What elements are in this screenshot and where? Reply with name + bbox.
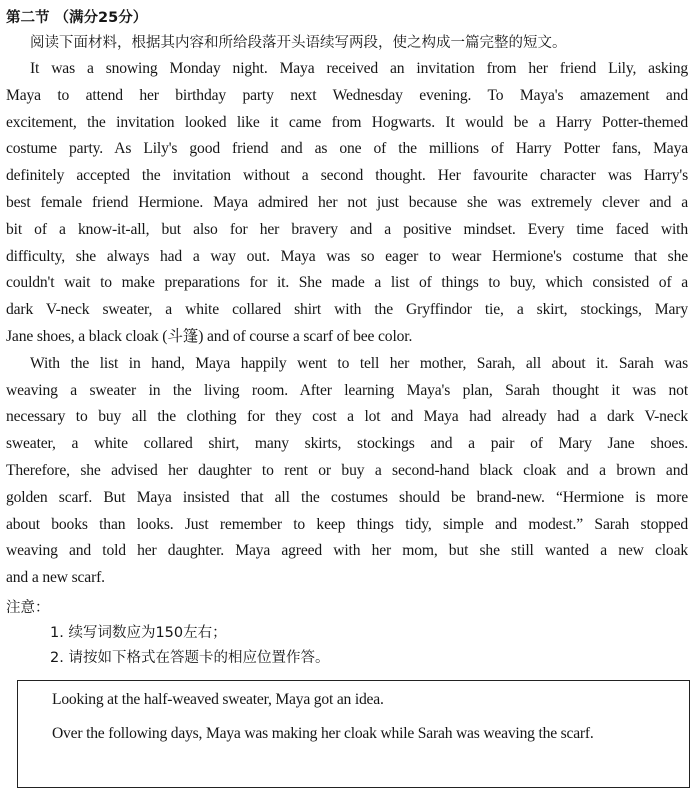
passage-line: golden scarf. But Maya insisted that all the costumes should be brand-new. “Hermione is more <box>6 488 688 506</box>
passage-line: definitely accepted the invitation without a second thought. Her favourite character was Harry's <box>6 167 688 185</box>
passage-line: bit of a know-it-all, but also for her bravery and a positive mindset. Every time faced with <box>6 220 688 238</box>
passage-line: dark V-neck sweater, a white collared shirt with the Gryffindor tie, a skirt, stockings, Mary <box>6 301 688 319</box>
passage-line: about books than looks. Just remember to keep things tidy, simple and modest.” Sarah stopped <box>6 515 688 533</box>
passage-line: weaving a sweater in the living room. After learning Maya's plan, Sarah thought it was not <box>6 381 688 399</box>
passage-line: sweater, a white collared shirt, many skirts, stockings and a pair of Mary Jane shoes. <box>6 435 688 453</box>
note-item: 2. 请按如下格式在答题卡的相应位置作答。 <box>50 650 330 666</box>
note-item: 1. 续写词数应为150左右； <box>50 625 227 641</box>
passage-line: costume party. As Lily's good friend and as one of the millions of Harry Potter fans, Maya <box>6 140 688 158</box>
passage-line: and a new scarf. <box>6 569 105 587</box>
passage-line: couldn't wait to make preparations for it. She made a list of things to buy, which consisted of a <box>6 274 688 292</box>
passage-line: Jane shoes, a black cloak (斗篷) and of course a scarf of bee color. <box>6 328 413 345</box>
passage-line: With the list in hand, Maya happily went to tell her mother, Sarah, all about it. Sarah was <box>30 354 688 372</box>
paragraph-opening-2: Over the following days, Maya was making her cloak while Sarah was weaving the scarf. <box>52 725 594 742</box>
passage-line: excitement, the invitation looked like it came from Hogwarts. It would be a Harry Potter-themed <box>6 113 688 131</box>
answer-box[interactable] <box>17 680 690 788</box>
passage-line: necessary to buy all the clothing for they cost a lot and Maya had already had a dark V-neck <box>6 408 688 426</box>
instruction: 阅读下面材料，根据其内容和所给段落开头语续写两段，使之构成一篇完整的短文。 <box>30 35 567 51</box>
passage-line: weaving and told her daughter. Maya agreed with her mom, but she still wanted a new cloak <box>6 542 688 560</box>
passage-line: It was a snowing Monday night. Maya received an invitation from her friend Lily, asking <box>30 60 688 77</box>
paragraph-opening-1: Looking at the half-weaved sweater, Maya got an idea. <box>52 691 384 708</box>
section-title: 第二节 （满分25分） <box>6 10 148 26</box>
passage-line: Therefore, she advised her daughter to rent or buy a second-hand black cloak and a brown and <box>6 462 688 479</box>
passage-line: difficulty, she always had a way out. Maya was so eager to wear Hermione's costume that she <box>6 247 688 265</box>
passage-line: Maya to attend her birthday party next Wednesday evening. To Maya's amazement and <box>6 86 688 104</box>
passage-line: best female friend Hermione. Maya admired her not just because she was extremely clever and a <box>6 194 688 211</box>
notes-label: 注意： <box>6 600 50 616</box>
